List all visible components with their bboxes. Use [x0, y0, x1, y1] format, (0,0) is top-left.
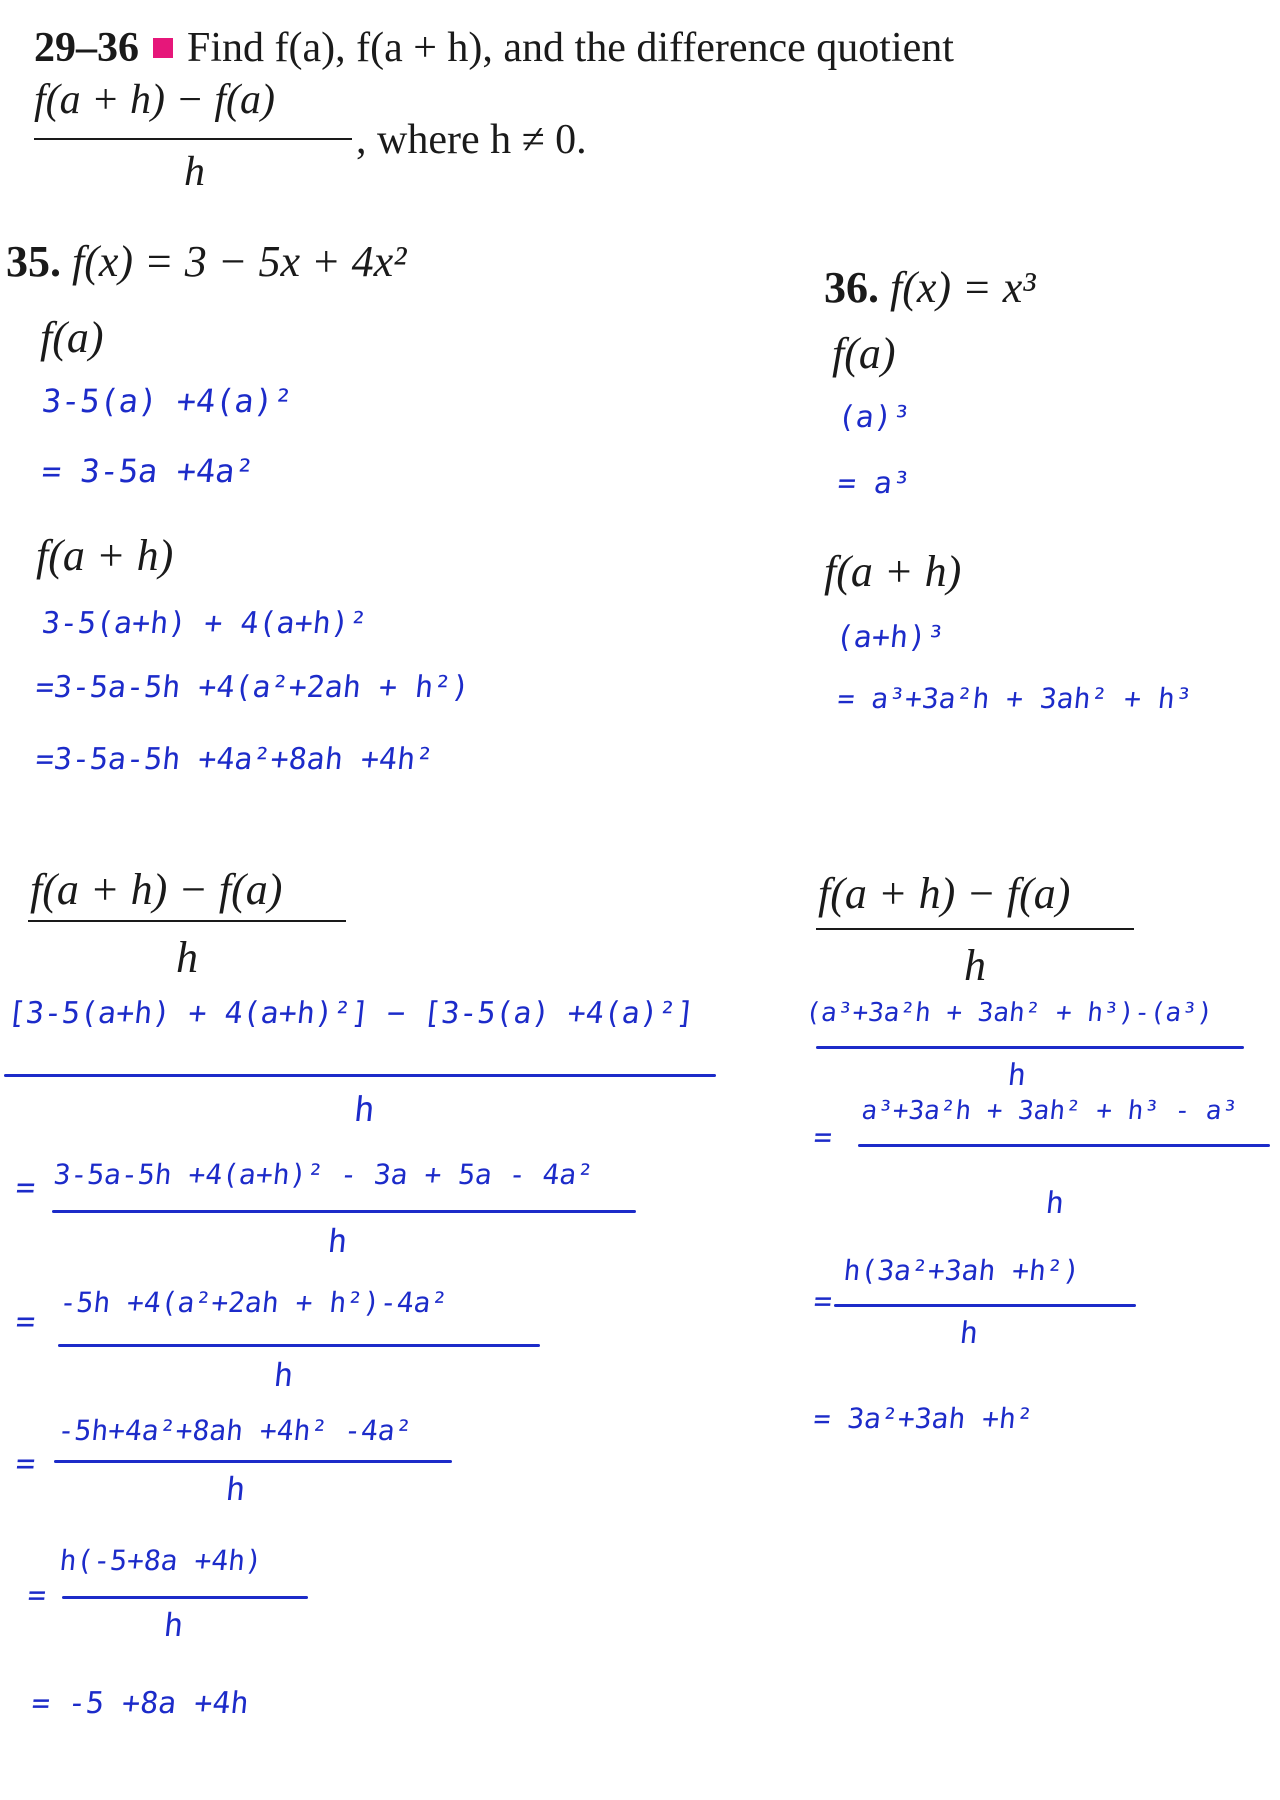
problem-36-number: 36.: [824, 263, 879, 312]
p35-work-3-numerator: -5h +4(a²+2ah + h²)-4a²: [58, 1286, 450, 1319]
p35-work-4-numerator: -5h+4a²+8ah +4h² -4a²: [56, 1414, 414, 1447]
p35-work-4-bar: [54, 1460, 452, 1463]
p36-dq-bar: [816, 928, 1134, 930]
p35-work-1-numerator: [3-5(a+h) + 4(a+h)²] − [3-5(a) +4(a)²]: [6, 996, 697, 1031]
header-condition: , where h ≠ 0.: [356, 117, 587, 163]
p36-work-1-denominator: h: [1006, 1058, 1028, 1093]
p36-fa-label: f(a): [832, 329, 896, 378]
p35-fah-step-2: =3-5a-5h +4(a²+2ah + h²): [34, 670, 472, 705]
header-quotient-denominator: h: [184, 149, 205, 195]
p35-fa-step-2: = 3-5a +4a²: [40, 452, 256, 490]
problem-36-title: [824, 262, 1035, 313]
p36-work-2-bar: [858, 1144, 1270, 1147]
square-bullet-icon: [153, 38, 173, 58]
p36-fah-label: f(a + h): [824, 547, 962, 596]
p35-work-3-bar: [58, 1344, 540, 1347]
p36-work-2-denominator: h: [1044, 1186, 1066, 1221]
p35-equals-5: =: [26, 1578, 48, 1613]
p35-dq-denominator: h: [176, 933, 198, 982]
p35-equals-2: =: [14, 1168, 38, 1206]
p35-work-5-bar: [62, 1596, 308, 1599]
header-quotient-numerator: f(a + h) − f(a): [34, 77, 275, 123]
p35-work-5-denominator: h: [162, 1606, 186, 1644]
p36-fa-step-1: (a)³: [836, 400, 912, 435]
p36-dq-denominator: h: [964, 941, 986, 990]
p35-fah-step-1: 3-5(a+h) + 4(a+h)²: [40, 606, 369, 641]
p36-work-1-numerator: (a³+3a²h + 3ah² + h³)-(a³): [804, 998, 1215, 1028]
problem-35-function: f(x) = 3 − 5x + 4x²: [72, 237, 407, 286]
p36-final-answer: = 3a²+3ah +h²: [812, 1402, 1035, 1435]
problem-header: [34, 24, 954, 72]
p35-dq-numerator: f(a + h) − f(a): [30, 865, 283, 914]
p35-work-1-denominator: h: [352, 1090, 377, 1130]
p35-fah-label: f(a + h): [36, 531, 174, 580]
p35-work-3-denominator: h: [272, 1356, 296, 1394]
instruction-text: Find f(a), f(a + h), and the difference quotient: [187, 25, 954, 71]
p36-equals-3: =: [812, 1284, 834, 1319]
p36-equals-2: =: [812, 1120, 834, 1155]
p35-work-5-numerator: h(-5+8a +4h): [58, 1544, 264, 1577]
problem-35-number: 35.: [6, 237, 61, 286]
p35-final-answer: = -5 +8a +4h: [30, 1686, 251, 1721]
p35-fa-step-1: 3-5(a) +4(a)²: [40, 382, 295, 420]
p35-work-2-numerator: 3-5a-5h +4(a+h)² - 3a + 5a - 4a²: [52, 1158, 595, 1191]
p36-fah-step-2: = a³+3a²h + 3ah² + h³: [836, 682, 1194, 715]
p36-work-3-denominator: h: [958, 1316, 980, 1351]
p35-fa-label: f(a): [40, 313, 104, 362]
p35-dq-bar: [28, 920, 346, 922]
p36-dq-numerator: f(a + h) − f(a): [818, 869, 1071, 918]
p35-work-2-denominator: h: [326, 1222, 350, 1260]
p35-work-4-denominator: h: [224, 1470, 248, 1508]
p35-work-2-bar: [52, 1210, 636, 1213]
header-fraction-bar: [34, 138, 352, 140]
p35-equals-4: =: [14, 1444, 38, 1482]
p35-equals-3: =: [14, 1302, 38, 1340]
p35-fah-step-3: =3-5a-5h +4a²+8ah +4h²: [34, 742, 436, 777]
p36-work-3-numerator: h(3a²+3ah +h²): [842, 1254, 1082, 1287]
problem-range: 29–36: [34, 25, 139, 71]
p35-work-1-bar: [4, 1074, 716, 1077]
problem-35-title: [6, 236, 406, 287]
p36-work-3-bar: [834, 1304, 1136, 1307]
p36-work-1-bar: [816, 1046, 1244, 1049]
p36-work-2-numerator: a³+3a²h + 3ah² + h³ - a³: [860, 1096, 1239, 1126]
p36-fa-step-2: = a³: [836, 466, 912, 501]
problem-36-function: f(x) = x³: [890, 263, 1036, 312]
p36-fah-step-1: (a+h)³: [834, 620, 947, 655]
